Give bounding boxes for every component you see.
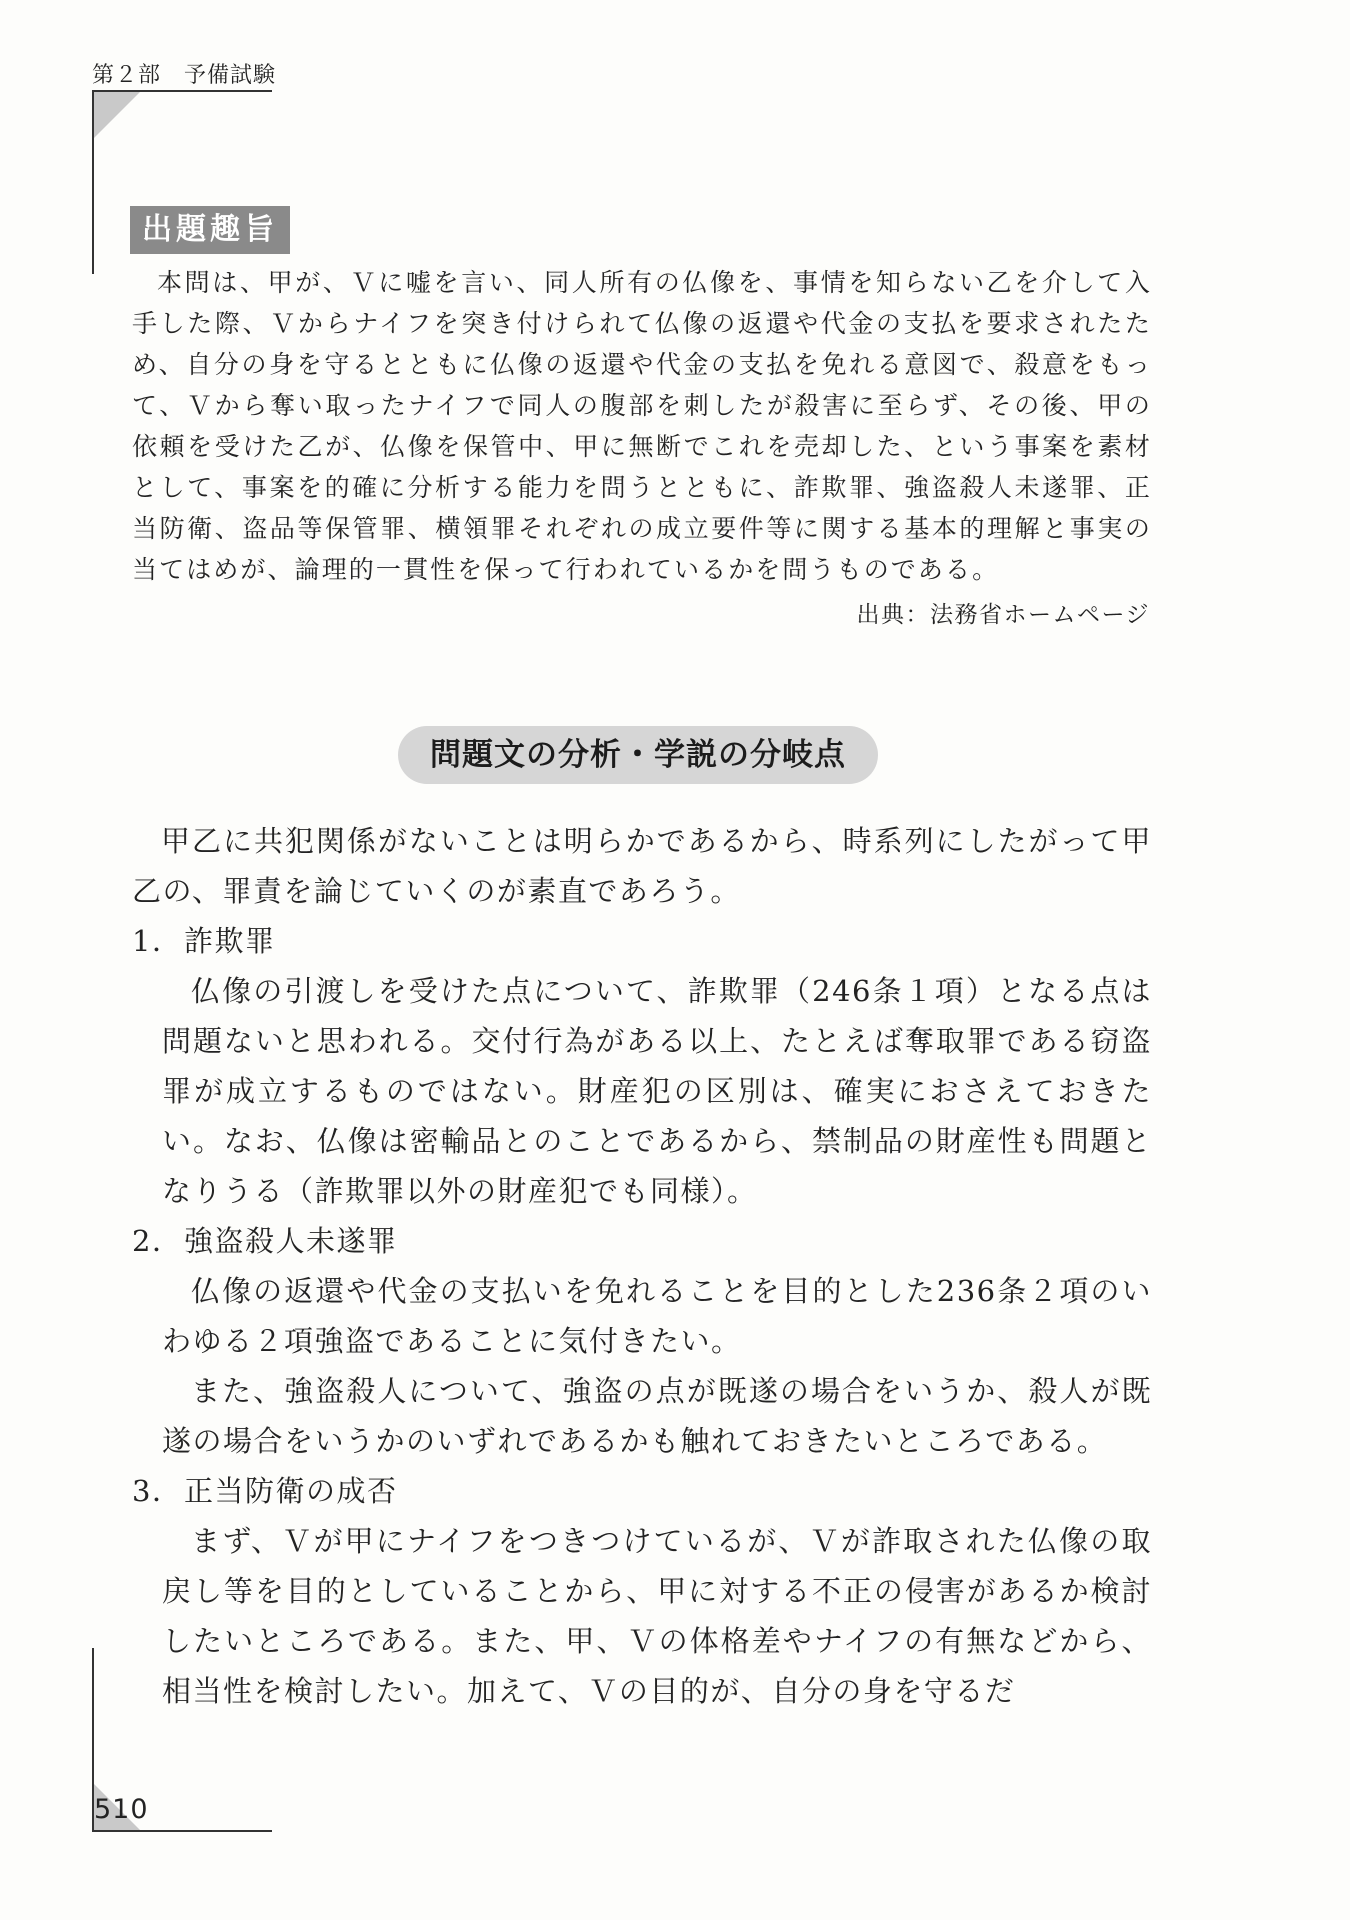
section-heading-fraud [132, 916, 1152, 966]
section-number: 1． [132, 924, 183, 958]
section-paragraph: 仏像の引渡しを受けた点について、詐欺罪（246条１項）となる点は問題ないと思われる。交付行為がある以上、たとえば奪取罪である窃盗罪が成立するものではない。財産犯の区別は、確実におさえておきたい。なお、仏像は密輸品とのことであるから、禁制品の財産性も問題となりうる（詐欺罪以外の財産犯でも同様）。 [162, 974, 1152, 1208]
section-title: 詐欺罪 [184, 924, 276, 958]
section-paragraph: 仏像の返還や代金の支払いを免れることを目的とした236条２項のいわゆる２項強盗であることに気付きたい。 [162, 1274, 1152, 1358]
section-heading-robbery-murder [132, 1216, 1152, 1266]
section-title: 正当防衛の成否 [184, 1474, 398, 1508]
section-title: 強盗殺人未遂罪 [184, 1224, 398, 1258]
intent-label: 出題趣旨 [130, 206, 290, 254]
section-number: 3． [132, 1474, 183, 1508]
footer-rule [92, 1830, 272, 1832]
source-citation: 出典：法務省ホームページ [856, 602, 1150, 628]
section-paragraph: まず、Ｖが甲にナイフをつきつけているが、Ｖが詐取された仏像の取戻し等を目的としていることから、甲に対する不正の侵害があるか検討したいところである。また、甲、Ｖの体格差やナイフの有無などから、相当性を検討したい。加えて、Ｖの目的が、自分の身を守るだ [162, 1524, 1152, 1708]
analysis-title: 問題文の分析・学説の分岐点 [398, 726, 878, 784]
analysis-intro: 甲乙に共犯関係がないことは明らかであるから、時系列にしたがって甲乙の、罪責を論じていくのが素直であろう。 [132, 824, 1152, 908]
intent-body: 本問は、甲が、Ｖに嘘を言い、同人所有の仏像を、事情を知らない乙を介して入手した際、Ｖからナイフを突き付けられて仏像の返還や代金の支払を要求されたため、自分の身を守るとともに仏像の返還や代金の支払を免れる意図で、殺意をもって、Ｖから奪い取ったナイフで同人の腹部を刺したが殺害に至らず、その後、甲の依頼を受けた乙が、仏像を保管中、甲に無断でこれを売却した、という事案を素材として、事案を的確に分析する能力を問うとともに、詐欺罪、強盗殺人未遂罪、正当防衛、盗品等保管罪、横領罪それぞれの成立要件等に関する基本的理解と事実の当てはめが、論理的一貫性を保って行われているかを問うものである。 [132, 268, 1152, 584]
section-heading-self-defense [132, 1466, 1152, 1516]
page-number: 510 [94, 1794, 149, 1825]
running-head: 第２部 予備試験 [92, 63, 277, 88]
corner-triangle-ornament [94, 92, 140, 138]
section-number: 2． [132, 1224, 183, 1258]
analysis-body [132, 816, 1152, 1716]
section-paragraph: また、強盗殺人について、強盗の点が既遂の場合をいうか、殺人が既遂の場合をいうかのいずれであるかも触れておきたいところである。 [162, 1374, 1152, 1458]
